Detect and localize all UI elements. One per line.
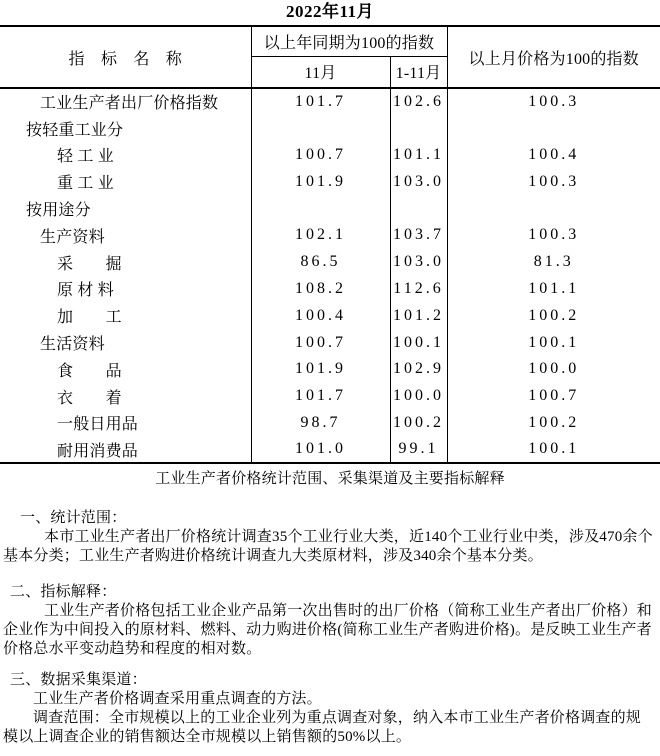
note-line: 模以上调查企业的销售额达全市规模以上销售额的50%以上。 (3, 729, 412, 746)
row-label: 按用途分 (0, 195, 251, 222)
note-line: 本市工业生产者出厂价格统计调查35个工业行业大类，近140个工业行业中类，涉及470余个 (44, 529, 653, 546)
table-header (0, 26, 660, 88)
row-value: 102.1 (251, 222, 390, 249)
row-value: 100.4 (251, 302, 390, 329)
note-heading: 一、统计范围： (20, 510, 127, 527)
price-index-table (0, 25, 660, 464)
note-line: 工业生产者价格调查采用重点调查的方法。 (33, 691, 322, 708)
header-yoy-group: 以上年同期为100的指数 (251, 26, 447, 56)
row-label: 工业生产者出厂价格指数 (0, 88, 251, 115)
row-value: 98.7 (251, 410, 390, 437)
note-heading: 二、指标解释： (10, 584, 117, 601)
row-label: 衣 着 (0, 383, 251, 410)
row-value: 100.0 (390, 383, 447, 410)
row-value: 102.9 (390, 356, 447, 383)
row-value: 101.1 (390, 142, 447, 169)
note-line: 基本分类；工业生产者购进价格统计调查九大类原材料，涉及340余个基本分类。 (3, 548, 543, 565)
row-value: 103.7 (390, 222, 447, 249)
row-value: 81.3 (533, 253, 574, 271)
row-value (447, 195, 660, 222)
row-value: 100.3 (528, 172, 580, 190)
row-value: 100.2 (528, 306, 580, 324)
row-value: 100.1 (528, 333, 580, 351)
table-row (0, 168, 660, 195)
page-title: 2022年11月 (285, 2, 375, 21)
row-value: 100.2 (390, 410, 447, 437)
row-value: 103.0 (390, 249, 447, 276)
row-label: 食 品 (0, 356, 251, 383)
row-label: 加 工 (0, 302, 251, 329)
table-row (0, 329, 660, 356)
row-value: 100.7 (251, 142, 390, 169)
row-value (390, 115, 447, 142)
row-value: 102.6 (390, 88, 447, 115)
table-row (0, 142, 660, 169)
note-section (0, 509, 660, 566)
row-value: 100.7 (528, 387, 580, 405)
row-value: 100.7 (251, 329, 390, 356)
note-line: 工业生产者价格包括工业企业产品第一次出售时的出厂价格（简称工业生产者出厂价格）和 (44, 603, 653, 620)
row-value: 100.0 (528, 360, 580, 378)
notes-subtitle: 工业生产者价格统计范围、采集渠道及主要指标解释 (155, 471, 505, 488)
row-value (251, 115, 390, 142)
row-label: 采 掘 (0, 249, 251, 276)
row-label: 重 工 业 (0, 168, 251, 195)
row-value: 99.1 (390, 436, 447, 463)
row-value: 101.9 (251, 356, 390, 383)
row-value: 100.4 (528, 145, 580, 163)
row-value: 101.7 (251, 88, 390, 115)
table-row (0, 195, 660, 222)
table-row (0, 436, 660, 463)
table-row (0, 222, 660, 249)
row-value: 112.6 (390, 276, 447, 303)
row-label: 一般日用品 (0, 410, 251, 437)
header-mom-index: 以上月价格为100的指数 (447, 26, 660, 88)
row-value: 100.1 (390, 329, 447, 356)
row-value: 101.2 (390, 302, 447, 329)
table-row (0, 249, 660, 276)
notes-block (0, 469, 660, 747)
row-value: 101.9 (251, 168, 390, 195)
row-label: 按轻重工业分 (0, 115, 251, 142)
table-row (0, 356, 660, 383)
row-value (447, 115, 660, 142)
row-label: 耐用消费品 (0, 436, 251, 463)
note-line: 价格总水平变动趋势和程度的相对数。 (3, 641, 262, 658)
row-value: 100.3 (528, 226, 580, 244)
table-row (0, 383, 660, 410)
note-heading: 三、数据采集渠道： (10, 672, 147, 689)
table-row (0, 88, 660, 115)
row-label: 生活资料 (0, 329, 251, 356)
table-body (0, 88, 660, 463)
row-label: 生产资料 (0, 222, 251, 249)
table-row (0, 410, 660, 437)
header-cumulative: 1-11月 (390, 56, 447, 88)
row-value: 101.7 (251, 383, 390, 410)
row-label: 轻 工 业 (0, 142, 251, 169)
row-value (390, 195, 447, 222)
row-value (251, 195, 390, 222)
header-month: 11月 (251, 56, 390, 88)
row-value: 101.1 (528, 279, 580, 297)
table-row (0, 276, 660, 303)
row-value: 100.3 (528, 92, 580, 110)
row-value: 108.2 (251, 276, 390, 303)
note-line: 调查范围：全市规模以上的工业企业列为重点调查对象，纳入本市工业生产者价格调查的规 (33, 710, 642, 727)
note-section (0, 583, 660, 659)
row-value: 103.0 (390, 168, 447, 195)
notes-sections (0, 509, 660, 747)
row-value: 100.1 (528, 440, 580, 458)
table-row (0, 302, 660, 329)
note-section (0, 671, 660, 747)
table-row (0, 115, 660, 142)
row-value: 86.5 (251, 249, 390, 276)
row-value: 100.2 (528, 413, 580, 431)
row-value: 101.0 (251, 436, 390, 463)
row-label: 原 材 料 (0, 276, 251, 303)
note-line: 企业作为中间投入的原材料、燃料、动力购进价格(简称工业生产者购进价格)。是反映工业生产者 (3, 622, 652, 639)
header-indicator-name: 指 标 名 称 (0, 26, 251, 88)
